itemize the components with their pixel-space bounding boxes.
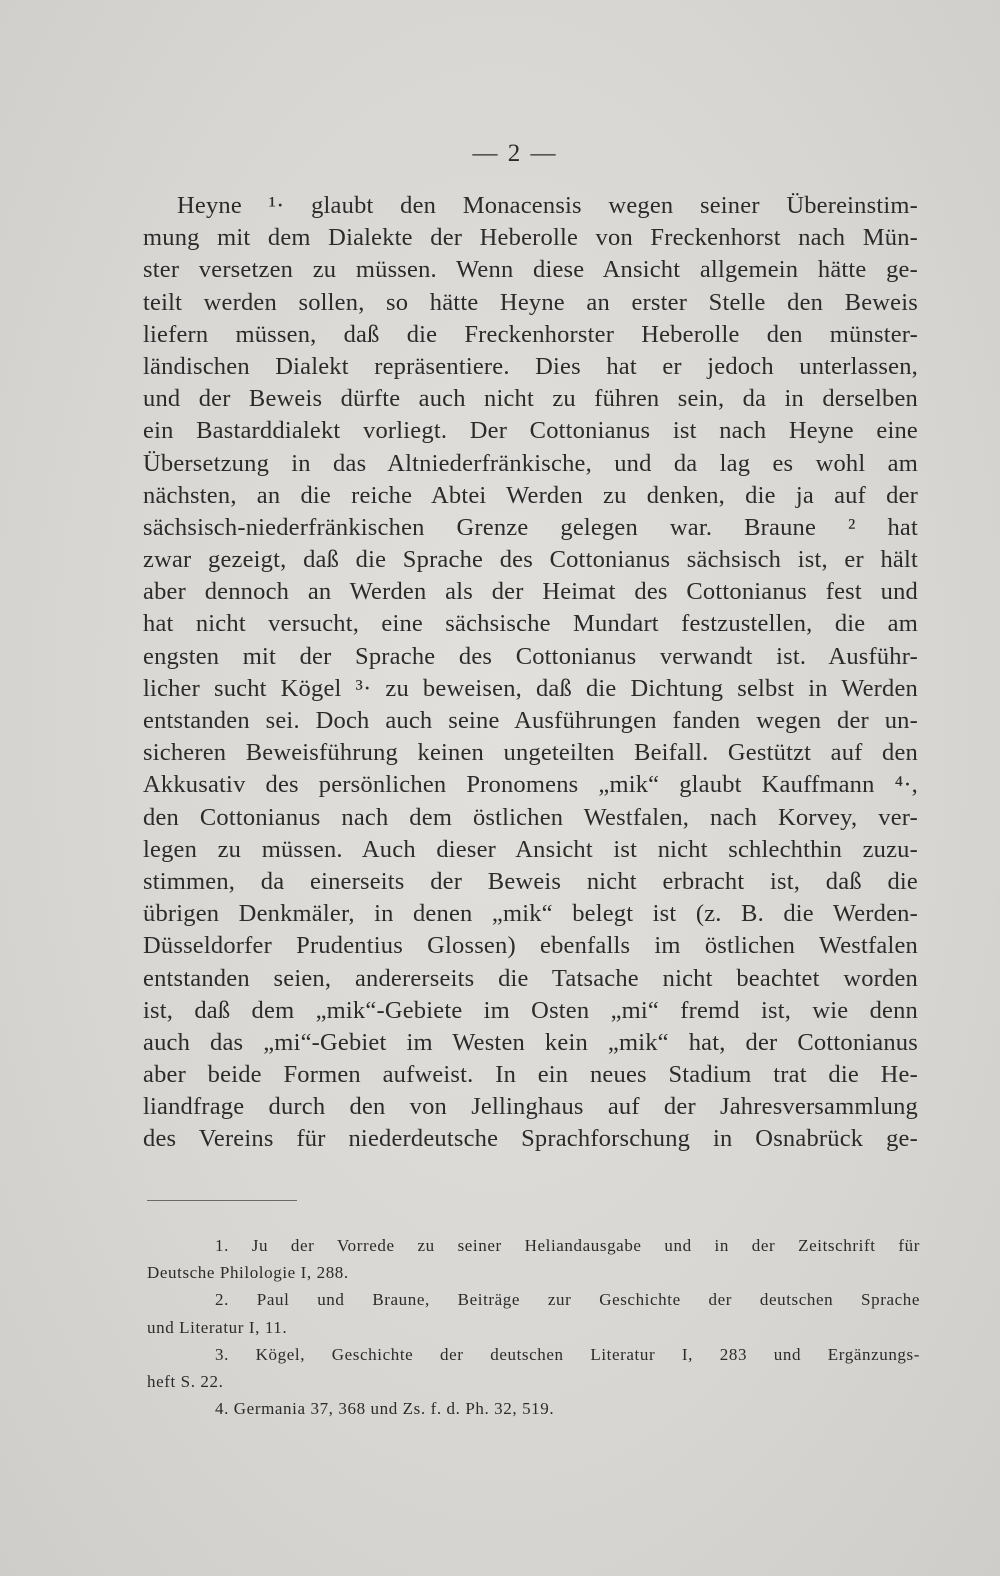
body-line: engsten mit der Sprache des Cottonianus verwandt ist. Ausführ-: [143, 642, 918, 670]
body-line: sicheren Beweisführung keinen ungeteilten Beifall. Gestützt auf den: [143, 739, 918, 767]
footnote-2-cont: und Literatur I, 11.: [147, 1317, 288, 1337]
body-line: liefern müssen, daß die Freckenhorster Heberolle den münster-: [143, 320, 918, 348]
body-line: übrigen Denkmäler, in denen „mik“ belegt ist (z. B. die Werden-: [143, 900, 918, 928]
body-line: nächsten, an die reiche Abtei Werden zu denken, die ja auf der: [143, 481, 918, 509]
body-line: und der Beweis dürfte auch nicht zu führen sein, da in derselben: [143, 385, 918, 413]
footnote-1: 1. Ju der Vorrede zu seiner Heliandausgabe und in der Zeitschrift für: [215, 1236, 920, 1255]
body-line: Akkusativ des persönlichen Pronomens „mik“ glaubt Kauffmann ⁴·,: [143, 771, 918, 799]
footnotes: [147, 1232, 920, 1422]
footnote-4: 4. Germania 37, 368 und Zs. f. d. Ph. 32, 519.: [215, 1399, 555, 1419]
body-line: des Vereins für niederdeutsche Sprachforschung in Osnabrück ge-: [143, 1125, 918, 1153]
body-line: liandfrage durch den von Jellinghaus auf der Jahresversammlung: [143, 1093, 918, 1121]
body-line: zwar gezeigt, daß die Sprache des Cottonianus sächsisch ist, er hält: [143, 546, 918, 574]
body-line: hat nicht versucht, eine sächsische Mundart festzustellen, die am: [143, 610, 918, 638]
footnote-1-cont: Deutsche Philologie I, 288.: [147, 1263, 349, 1283]
body-line: ist, daß dem „mik“-Gebiete im Osten „mi“ fremd ist, wie denn: [143, 996, 918, 1024]
body-line: ländischen Dialekt repräsentiere. Dies hat er jedoch unterlassen,: [143, 352, 918, 380]
body-line: Düsseldorfer Prudentius Glossen) ebenfalls im östlichen Westfalen: [143, 932, 918, 960]
body-line: entstanden seien, andererseits die Tatsache nicht beachtet worden: [143, 964, 918, 992]
body-line: mung mit dem Dialekte der Heberolle von Freckenhorst nach Mün-: [143, 224, 918, 252]
body-line: ster versetzen zu müssen. Wenn diese Ansicht allgemein hätte ge-: [143, 256, 918, 284]
footnote-3-cont: heft S. 22.: [147, 1371, 224, 1391]
body-line: Übersetzung in das Altniederfränkische, und da lag es wohl am: [143, 449, 918, 477]
body-line: legen zu müssen. Auch dieser Ansicht ist nicht schlechthin zuzu-: [143, 835, 918, 863]
page-number: — 2 —: [472, 140, 558, 167]
body-line: Heyne ¹· glaubt den Monacensis wegen seiner Übereinstim-: [177, 192, 918, 219]
body-line: entstanden sei. Doch auch seine Ausführungen fanden wegen der un-: [143, 707, 918, 734]
body-line: teilt werden sollen, so hätte Heyne an erster Stelle den Beweis: [143, 288, 918, 316]
body-line: licher sucht Kögel ³· zu beweisen, daß die Dichtung selbst in Werden: [143, 674, 918, 702]
body-text: [143, 190, 918, 1156]
body-line: aber dennoch an Werden als der Heimat des Cottonianus fest und: [143, 578, 918, 606]
footnote-separator: [147, 1200, 297, 1201]
footnote-3: 3. Kögel, Geschichte der deutschen Literatur I, 283 und Ergänzungs-: [215, 1344, 920, 1364]
body-line: stimmen, da einerseits der Beweis nicht erbracht ist, daß die: [143, 867, 918, 895]
body-line: ein Bastarddialekt vorliegt. Der Cottonianus ist nach Heyne eine: [143, 417, 918, 445]
body-line: aber beide Formen aufweist. In ein neues Stadium trat die He-: [143, 1061, 918, 1089]
body-line: auch das „mi“-Gebiet im Westen kein „mik“ hat, der Cottonianus: [143, 1028, 918, 1056]
body-line: den Cottonianus nach dem östlichen Westfalen, nach Korvey, ver-: [143, 803, 918, 831]
footnote-2: 2. Paul und Braune, Beiträge zur Geschichte der deutschen Sprache: [215, 1290, 920, 1310]
body-line: sächsisch-niederfränkischen Grenze gelegen war. Braune ² hat: [143, 513, 918, 541]
